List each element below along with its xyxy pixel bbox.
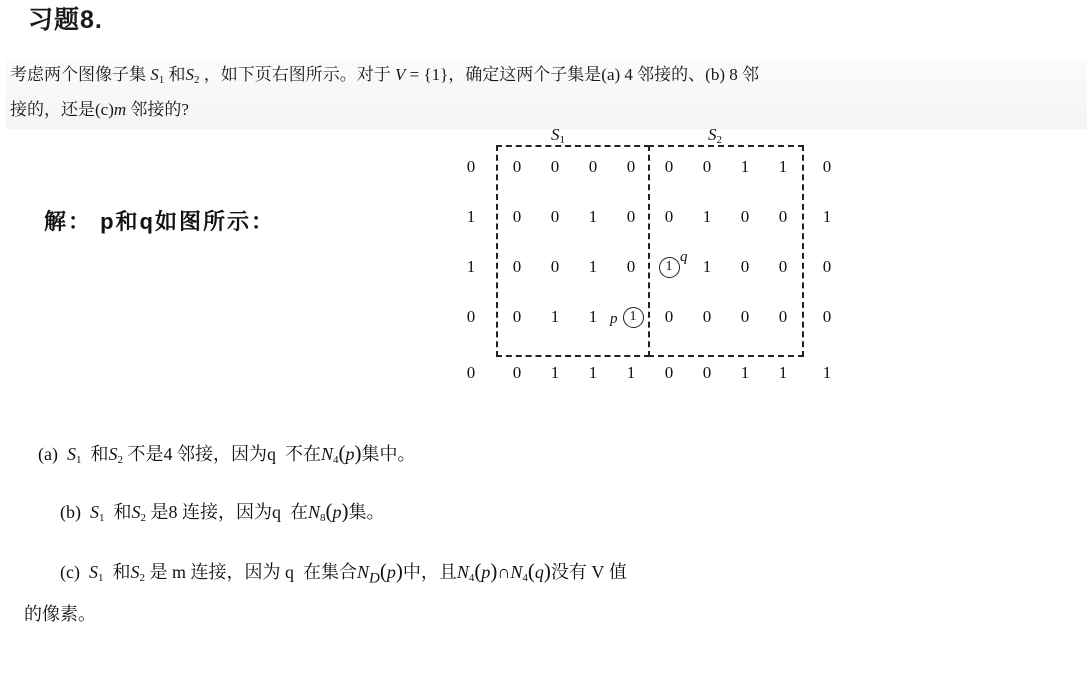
matrix-cell: 0 xyxy=(822,307,832,326)
matrix-cell: 0 xyxy=(740,257,750,276)
row-header: 0 xyxy=(466,363,476,382)
matrix-cell: 0 xyxy=(822,157,832,176)
matrix-cell: 1 xyxy=(588,257,598,276)
q-label: q xyxy=(680,249,688,265)
problem-line-1: 考虑两个图像子集 $S_1$ 和$S_2$ ，如下页右图所示。对于 V = {1}，确定这两个子集是(a) 4 邻接的、(b) 8 邻 xyxy=(10,65,759,86)
matrix-cell: 1 xyxy=(588,307,598,326)
matrix-cell: 0 xyxy=(702,307,712,326)
circled-q-value: 1 xyxy=(659,257,680,278)
matrix-cell: 0 xyxy=(550,157,560,176)
matrix-grid xyxy=(466,151,930,401)
row-header: 1 xyxy=(466,257,476,276)
matrix-cell: 0 xyxy=(740,207,750,226)
matrix-cell: 1 xyxy=(702,207,712,226)
matrix-cell: 0 xyxy=(740,307,750,326)
matrix-cell: 0 xyxy=(588,157,598,176)
matrix-cell-p xyxy=(618,305,648,328)
matrix-cell: 0 xyxy=(512,157,522,176)
matrix-cell: 1 xyxy=(550,307,560,326)
matrix-cell: 0 xyxy=(512,307,522,326)
matrix-cell: 0 xyxy=(822,257,832,276)
matrix-cell: 1 xyxy=(740,157,750,176)
matrix-cell: 1 xyxy=(740,363,750,382)
matrix-cell: 0 xyxy=(664,207,674,226)
matrix-cell: 0 xyxy=(664,157,674,176)
answer-c-line-2: 的像素。 xyxy=(24,604,96,624)
matrix-cell: 1 xyxy=(588,207,598,226)
matrix-figure xyxy=(466,125,980,420)
matrix-cell: 1 xyxy=(778,363,788,382)
matrix-cell: 0 xyxy=(512,207,522,226)
answer-b: (b) $S_1$ 和$S_2$ 是8 连接，因为q 在$N_8(p)$集。 xyxy=(60,499,385,524)
matrix-cell: 1 xyxy=(550,363,560,382)
matrix-cell: 0 xyxy=(626,207,636,226)
matrix-cell: 0 xyxy=(626,157,636,176)
matrix-cell: 0 xyxy=(550,207,560,226)
matrix-cell: 0 xyxy=(626,257,636,276)
matrix-cell: 0 xyxy=(512,257,522,276)
matrix-cell: 1 xyxy=(702,257,712,276)
matrix-cell: 0 xyxy=(550,257,560,276)
matrix-cell: 0 xyxy=(512,363,522,382)
row-header: 1 xyxy=(466,207,476,226)
matrix-cell: 0 xyxy=(664,363,674,382)
p-label: p xyxy=(610,311,618,327)
figure-label-s1: $S_1$ xyxy=(551,125,565,146)
solution-intro: 解： p和q如图所示： xyxy=(44,209,275,234)
matrix-cell: 0 xyxy=(778,257,788,276)
circled-p-value: 1 xyxy=(623,307,644,328)
figure-label-s2: $S_2$ xyxy=(708,125,722,146)
matrix-cell: 1 xyxy=(626,363,636,382)
matrix-cell: 0 xyxy=(702,363,712,382)
problem-statement xyxy=(6,58,1087,129)
matrix-cell: 1 xyxy=(822,207,832,226)
row-header: 0 xyxy=(466,157,476,176)
answer-c-line-1: (c) $S_1$ 和$S_2$ 是 m 连接，因为 q 在集合$N_D(p)$中，且$N_4(p)\cap N_4(q)$没有 V 值 xyxy=(60,559,627,587)
matrix-cell: 0 xyxy=(664,307,674,326)
matrix-cell: 1 xyxy=(778,157,788,176)
matrix-cell: 1 xyxy=(588,363,598,382)
page-title: 习题8. xyxy=(28,6,103,34)
answer-a: (a) $S_1$ 和$S_2$ 不是4 邻接，因为q 不在$N_4(p)$集中。 xyxy=(38,441,416,466)
matrix-cell: 0 xyxy=(778,207,788,226)
matrix-cell: 0 xyxy=(702,157,712,176)
matrix-cell: 0 xyxy=(778,307,788,326)
row-header: 0 xyxy=(466,307,476,326)
problem-line-2: 接的，还是(c)m 邻接的? xyxy=(10,100,189,119)
matrix-cell: 1 xyxy=(822,363,832,382)
